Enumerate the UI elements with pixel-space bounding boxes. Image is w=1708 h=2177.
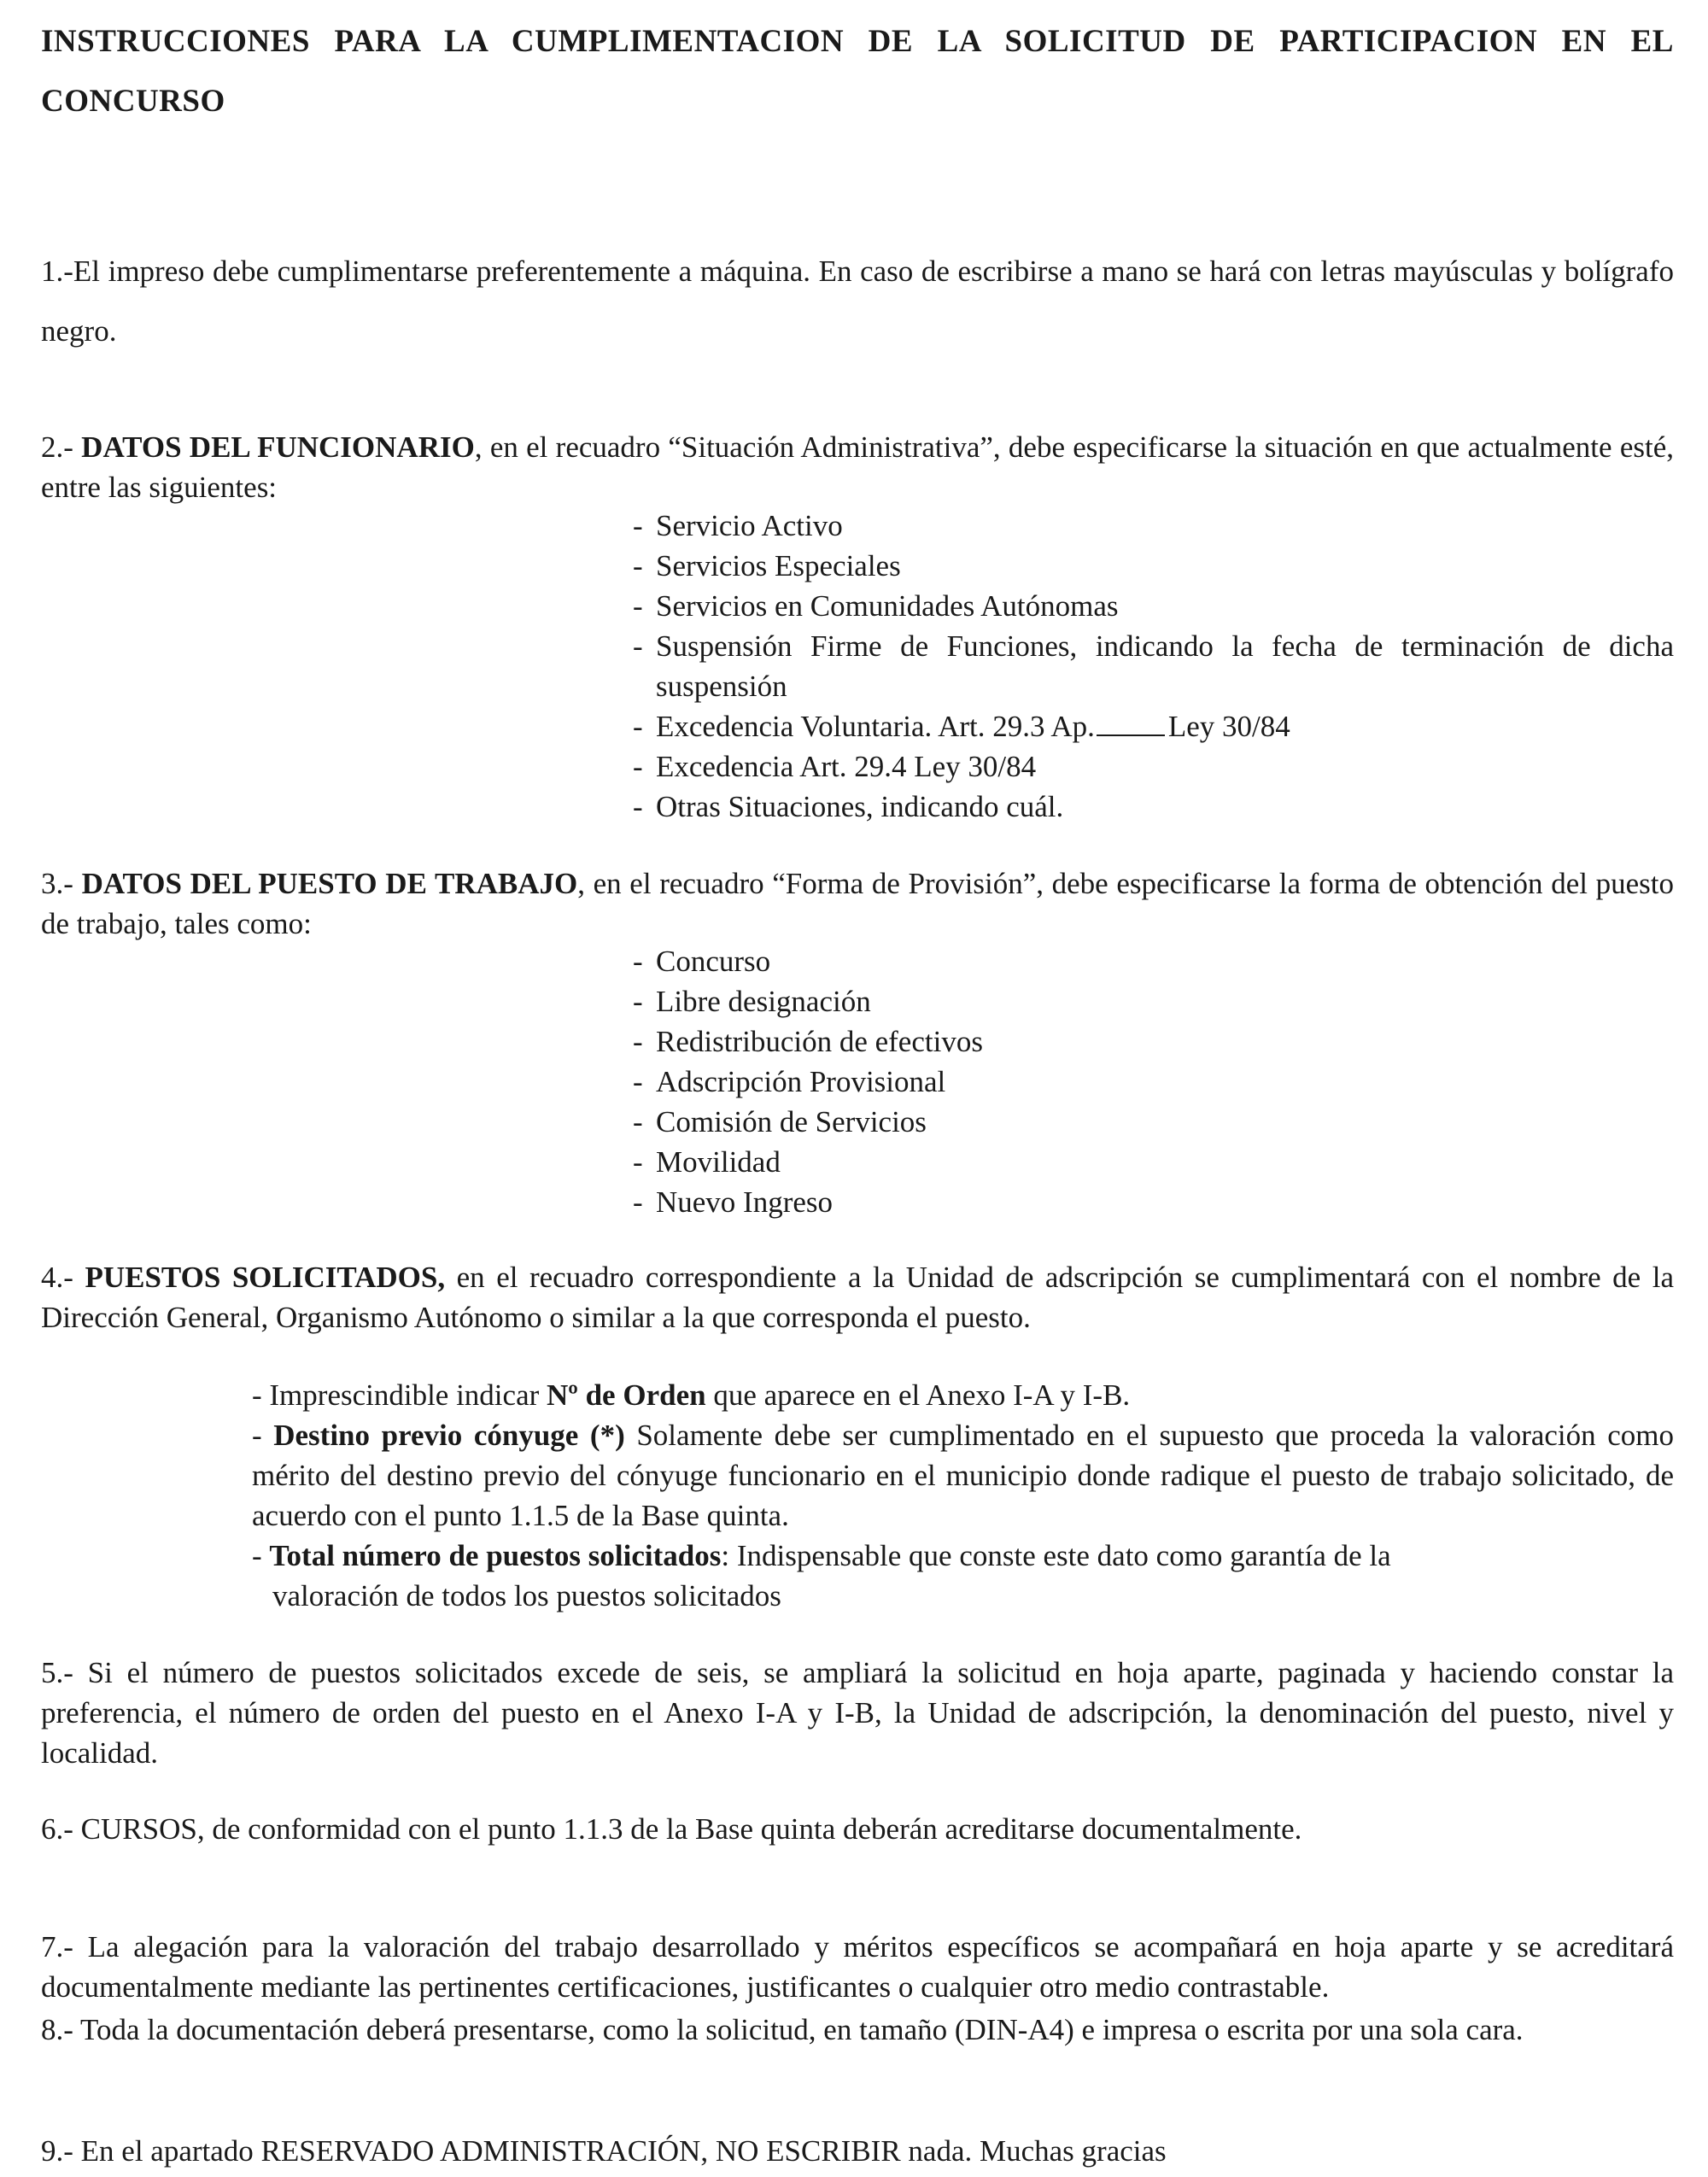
- instruction-4-heading: PUESTOS SOLICITADOS,: [85, 1261, 446, 1294]
- list-item: [633, 706, 1674, 746]
- instruction-2-number: 2.-: [41, 430, 82, 464]
- dash: -: [633, 1185, 643, 1219]
- list-item: [633, 546, 1674, 586]
- list-item: [633, 1182, 1674, 1222]
- note-text: - Imprescindible indicar: [252, 1378, 547, 1412]
- instruction-7: 7.- La alegación para la valoración del trabajo desarrollado y méritos específicos se acompañará en hoja aparte y se acreditará documentalmente mediante las pertinentes certificaciones, justificantes o cualquier otro medio contrastable.: [41, 1930, 1674, 2004]
- instruction-3: [41, 863, 1674, 944]
- list-item: [633, 506, 1674, 546]
- list-item: [633, 941, 1674, 981]
- list-item-text: Ley 30/84: [1167, 710, 1290, 743]
- blank-line: [1097, 709, 1165, 736]
- instruction-2-heading: DATOS DEL FUNCIONARIO: [81, 430, 475, 464]
- list-item: [633, 981, 1674, 1021]
- instruction-8: 8.- Toda la documentación deberá presentarse, como la solicitud, en tamaño (DIN-A4) e impresa o escrita por una sola cara.: [41, 2013, 1524, 2046]
- note-text: Solamente debe ser cumplimentado en el supuesto que proceda la valoración como mérito del destino previo del cónyuge funcionario en el municipio donde radique el puesto de trabajo solicitado, de acuerdo con el punto 1.1.5 de la Base quinta.: [252, 1419, 1674, 1532]
- note-destino-conyuge: [252, 1415, 1674, 1536]
- list-item: [633, 787, 1674, 827]
- list-item-text: Suspensión Firme de Funciones, indicando la fecha de terminación de dicha suspensión: [656, 629, 1674, 703]
- list-item-text: Concurso: [656, 945, 771, 978]
- list-item-text: Comisión de Servicios: [656, 1105, 927, 1138]
- list-item-text: Redistribución de efectivos: [656, 1025, 983, 1058]
- forma-provision-list: [633, 941, 1674, 1222]
- dash: -: [633, 1105, 643, 1138]
- dash: -: [633, 629, 643, 663]
- list-item: [633, 1142, 1674, 1182]
- list-item: [633, 586, 1674, 626]
- list-item: [633, 626, 1674, 706]
- list-item-text: Servicios Especiales: [656, 549, 901, 582]
- instruction-5: 5.- Si el número de puestos solicitados excede de seis, se ampliará la solicitud en hoja aparte, paginada y haciendo constar la preferencia, el número de orden del puesto en el Anexo I-A y I-B, la Unidad de adscripción, la denominación del puesto, nivel y localidad.: [41, 1656, 1674, 1770]
- instruction-2-text: , en el recuadro “Situación Administrativa”, debe especificarse la situación en que actualmente esté, entre las siguientes:: [41, 430, 1674, 504]
- dash: -: [633, 1065, 643, 1098]
- dash: -: [633, 985, 643, 1018]
- list-item: [633, 746, 1674, 787]
- puestos-notes-list: [252, 1375, 1674, 1616]
- list-item-text: Libre designación: [656, 985, 871, 1018]
- list-item-text: Excedencia Voluntaria. Art. 29.3 Ap.: [656, 710, 1095, 743]
- instruction-4-text: en el recuadro correspondiente a la Unidad de adscripción se cumplimentará con el nombre de la Dirección General, Organismo Autónomo o similar a la que corresponda el puesto.: [41, 1261, 1674, 1334]
- note-orden: [252, 1375, 1674, 1415]
- instruction-6: 6.- CURSOS, de conformidad con el punto 1.1.3 de la Base quinta deberán acreditarse documentalmente.: [41, 1812, 1302, 1846]
- list-item-text: Servicio Activo: [656, 509, 843, 542]
- note-text: -: [252, 1539, 270, 1572]
- note-bold: Nº de Orden: [547, 1378, 706, 1412]
- list-item-text: Movilidad: [656, 1145, 781, 1179]
- note-text: : Indispensable que conste este dato como garantía de la: [721, 1539, 1391, 1572]
- dash: -: [633, 1025, 643, 1058]
- note-text: valoración de todos los puestos solicitados: [272, 1579, 781, 1612]
- dash: -: [633, 1145, 643, 1179]
- dash: -: [633, 945, 643, 978]
- document-title: INSTRUCCIONES PARA LA CUMPLIMENTACION DE LA SOLICITUD DE PARTICIPACION EN EL CONCURSO: [41, 24, 1674, 119]
- situacion-administrativa-list: [633, 506, 1674, 827]
- note-text: -: [252, 1419, 274, 1452]
- list-item-text: Servicios en Comunidades Autónomas: [656, 589, 1119, 623]
- list-item-text: Excedencia Art. 29.4 Ley 30/84: [656, 750, 1037, 783]
- note-bold: Destino previo cónyuge (*): [273, 1419, 625, 1452]
- list-item-text: Nuevo Ingreso: [656, 1185, 834, 1219]
- note-bold: Total número de puestos solicitados: [269, 1539, 722, 1572]
- dash: -: [633, 549, 643, 582]
- dash: -: [633, 710, 643, 743]
- note-text: que aparece en el Anexo I-A y I-B.: [705, 1378, 1131, 1412]
- instruction-1: 1.-El impreso debe cumplimentarse preferentemente a máquina. En caso de escribirse a mano se hará con letras mayúsculas y bolígrafo negro.: [41, 255, 1674, 348]
- instruction-9: 9.- En el apartado RESERVADO ADMINISTRACIÓN, NO ESCRIBIR nada. Muchas gracias: [41, 2134, 1167, 2168]
- dash: -: [633, 509, 643, 542]
- instruction-2: [41, 427, 1674, 507]
- instruction-3-number: 3.-: [41, 867, 82, 900]
- dash: -: [633, 750, 643, 783]
- instruction-3-heading: DATOS DEL PUESTO DE TRABAJO: [81, 867, 578, 900]
- dash: -: [633, 589, 643, 623]
- dash: -: [633, 790, 643, 823]
- list-item-text: Otras Situaciones, indicando cuál.: [656, 790, 1064, 823]
- list-item-text: Adscripción Provisional: [656, 1065, 946, 1098]
- list-item: [633, 1021, 1674, 1062]
- instruction-3-text: , en el recuadro “Forma de Provisión”, debe especificarse la forma de obtención del puesto de trabajo, tales como:: [41, 867, 1674, 940]
- instruction-4-number: 4.-: [41, 1261, 85, 1294]
- instruction-4: [41, 1257, 1674, 1337]
- list-item: [633, 1062, 1674, 1102]
- list-item: [633, 1102, 1674, 1142]
- note-total-puestos: [252, 1536, 1674, 1616]
